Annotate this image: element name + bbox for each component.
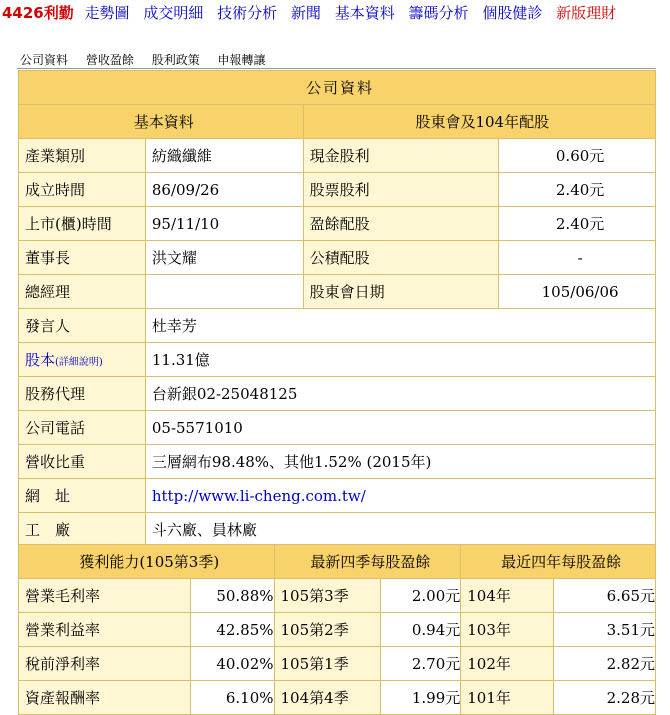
nav-technical-analysis[interactable]: 技術分析 bbox=[217, 4, 278, 22]
general-manager-value bbox=[145, 275, 303, 309]
chairman-value: 洪文耀 bbox=[145, 241, 303, 275]
listed-value: 95/11/10 bbox=[145, 207, 303, 241]
listed-label: 上市(櫃)時間 bbox=[19, 207, 146, 241]
subnav-divider bbox=[17, 68, 656, 69]
quarter-label: 105第1季 bbox=[274, 647, 381, 681]
capital-label-cell bbox=[19, 343, 146, 377]
earnings-allocation-label: 盈餘配股 bbox=[303, 207, 499, 241]
industry-label: 產業類別 bbox=[19, 139, 146, 173]
basic-info-header: 基本資料 bbox=[19, 105, 304, 139]
capital-label: 股本 bbox=[25, 351, 56, 369]
metric-value: 40.02% bbox=[190, 647, 274, 681]
spokesman-value: 杜幸芳 bbox=[145, 309, 655, 343]
quarter-label: 104第4季 bbox=[274, 681, 381, 715]
metric-value: 6.10% bbox=[190, 681, 274, 715]
year-eps: 2.28元 bbox=[554, 681, 656, 715]
quarter-label: 105第3季 bbox=[274, 579, 381, 613]
share-agent-label: 股務代理 bbox=[19, 377, 146, 411]
quarter-label: 105第2季 bbox=[274, 613, 381, 647]
capital-detail-link: (詳細說明) bbox=[55, 357, 103, 368]
agm-date-value: 105/06/06 bbox=[499, 275, 656, 309]
cash-dividend-value: 0.60元 bbox=[499, 139, 656, 173]
quarter-eps: 2.70元 bbox=[381, 647, 461, 681]
industry-value: 紡織纖維 bbox=[145, 139, 303, 173]
table-row bbox=[19, 647, 656, 681]
subnav-dividend-policy[interactable]: 股利政策 bbox=[151, 53, 200, 67]
table-row bbox=[19, 579, 656, 613]
metric-label: 資產報酬率 bbox=[19, 681, 191, 715]
subnav-revenue-earnings[interactable]: 營收盈餘 bbox=[85, 53, 134, 67]
phone-value: 05-5571010 bbox=[145, 411, 655, 445]
quarter-eps: 2.00元 bbox=[381, 579, 461, 613]
earnings-allocation-value: 2.40元 bbox=[499, 207, 656, 241]
chairman-label: 董事長 bbox=[19, 241, 146, 275]
nav-trend-chart[interactable]: 走勢圖 bbox=[84, 4, 130, 22]
subnav-company-info[interactable]: 公司資料 bbox=[20, 53, 69, 67]
eps-four-years-header: 最近四年每股盈餘 bbox=[461, 545, 656, 579]
capital-link[interactable] bbox=[25, 351, 103, 369]
eps-four-quarters-header: 最新四季每股盈餘 bbox=[274, 545, 461, 579]
profitability-table bbox=[18, 544, 656, 715]
revenue-mix-value: 三層網布98.48%、其他1.52% (2015年) bbox=[145, 445, 655, 479]
table-row bbox=[19, 613, 656, 647]
phone-label: 公司電話 bbox=[19, 411, 146, 445]
spokesman-label: 發言人 bbox=[19, 309, 146, 343]
general-manager-label: 總經理 bbox=[19, 275, 146, 309]
website-label: 網 址 bbox=[19, 479, 146, 513]
year-label: 102年 bbox=[461, 647, 554, 681]
profitability-header: 獲利能力(105第3季) bbox=[19, 545, 275, 579]
founded-value: 86/09/26 bbox=[145, 173, 303, 207]
nav-basic-info[interactable]: 基本資料 bbox=[334, 4, 395, 22]
sub-navigation bbox=[20, 51, 280, 68]
year-label: 103年 bbox=[461, 613, 554, 647]
cash-dividend-label: 現金股利 bbox=[303, 139, 499, 173]
metric-label: 營業利益率 bbox=[19, 613, 191, 647]
website-cell bbox=[145, 479, 655, 513]
agm-dividend-header: 股東會及104年配股 bbox=[303, 105, 655, 139]
reserve-allocation-label: 公積配股 bbox=[303, 241, 499, 275]
website-link[interactable]: http://www.li-cheng.com.tw/ bbox=[151, 486, 366, 505]
top-navigation bbox=[2, 2, 616, 24]
year-eps: 3.51元 bbox=[554, 613, 656, 647]
table-row bbox=[19, 681, 656, 715]
year-eps: 6.65元 bbox=[554, 579, 656, 613]
stock-title: 4426利勤 bbox=[2, 4, 74, 22]
nav-stock-checkup[interactable]: 個股健診 bbox=[482, 4, 543, 22]
factory-value: 斗六廠、員林廠 bbox=[145, 513, 655, 547]
metric-value: 50.88% bbox=[190, 579, 274, 613]
stock-dividend-label: 股票股利 bbox=[303, 173, 499, 207]
metric-label: 稅前淨利率 bbox=[19, 647, 191, 681]
metric-label: 營業毛利率 bbox=[19, 579, 191, 613]
founded-label: 成立時間 bbox=[19, 173, 146, 207]
subnav-transfer-filing[interactable]: 申報轉讓 bbox=[217, 53, 266, 67]
year-label: 101年 bbox=[461, 681, 554, 715]
nav-news[interactable]: 新聞 bbox=[290, 4, 321, 22]
company-title: 公司資料 bbox=[19, 71, 656, 105]
company-info-table bbox=[18, 70, 656, 547]
nav-new-version[interactable]: 新版理財 bbox=[556, 4, 617, 22]
metric-value: 42.85% bbox=[190, 613, 274, 647]
nav-transaction-details[interactable]: 成交明細 bbox=[143, 4, 204, 22]
revenue-mix-label: 營收比重 bbox=[19, 445, 146, 479]
year-label: 104年 bbox=[461, 579, 554, 613]
capital-value: 11.31億 bbox=[145, 343, 655, 377]
quarter-eps: 0.94元 bbox=[381, 613, 461, 647]
factory-label: 工 廠 bbox=[19, 513, 146, 547]
share-agent-value: 台新銀02-25048125 bbox=[145, 377, 655, 411]
year-eps: 2.82元 bbox=[554, 647, 656, 681]
nav-chips-analysis[interactable]: 籌碼分析 bbox=[408, 4, 469, 22]
quarter-eps: 1.99元 bbox=[381, 681, 461, 715]
agm-date-label: 股東會日期 bbox=[303, 275, 499, 309]
reserve-allocation-value: - bbox=[499, 241, 656, 275]
stock-dividend-value: 2.40元 bbox=[499, 173, 656, 207]
